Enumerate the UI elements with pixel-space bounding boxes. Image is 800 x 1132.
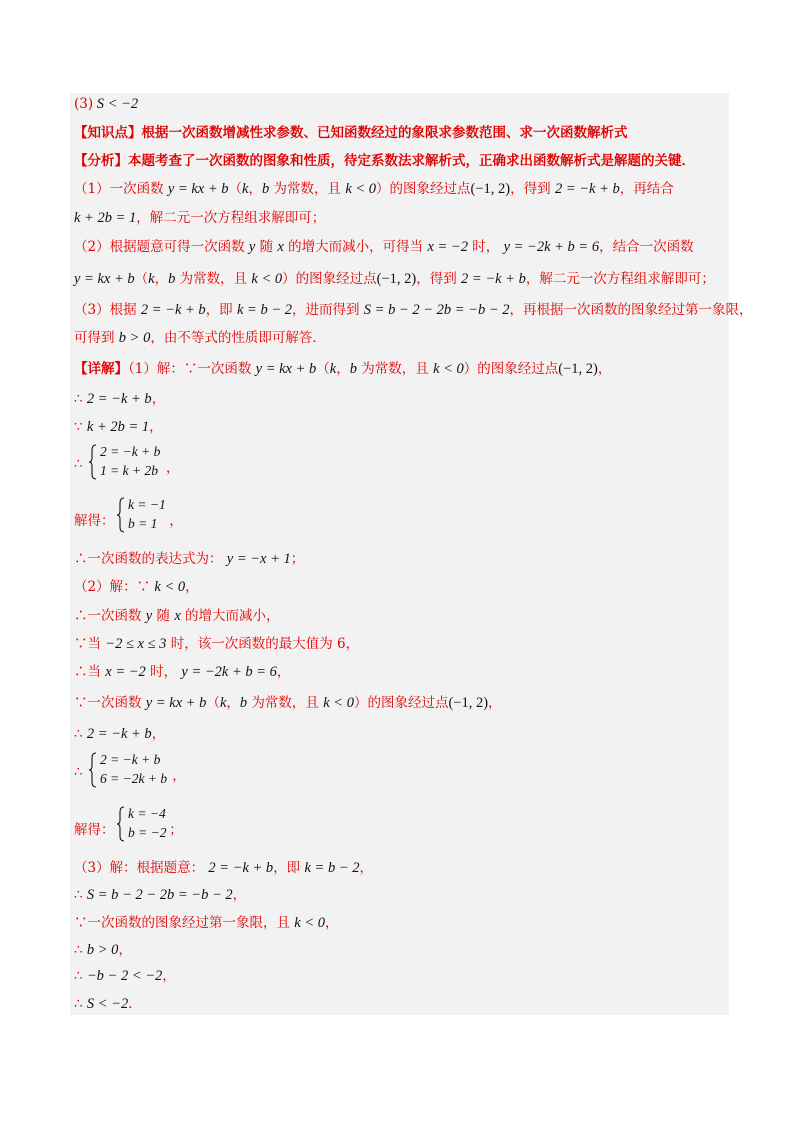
text-run: ∵一次函数的图象经过第一象限，且 bbox=[74, 915, 295, 931]
solution-line bbox=[74, 329, 326, 347]
solution-line bbox=[74, 578, 199, 596]
solution-line bbox=[74, 941, 132, 959]
text-run: ，得到 bbox=[416, 271, 462, 287]
math-expression: (−1, 2) bbox=[470, 181, 511, 197]
text-run: 可得到 bbox=[74, 330, 119, 346]
text-run: ，再结合 bbox=[619, 181, 674, 197]
math-expression: y = −2k + b = 6 bbox=[181, 664, 277, 680]
text-run: ， bbox=[232, 887, 247, 903]
math-expression: 2 = −k + b bbox=[140, 302, 206, 318]
text-run: 的增大而减小，可得当 bbox=[283, 239, 428, 255]
math-expression: (−1, 2) bbox=[448, 695, 489, 711]
text-run: ∴当 bbox=[74, 664, 106, 680]
solution-line bbox=[74, 635, 359, 653]
solution-line bbox=[74, 418, 163, 436]
math-expression: k bbox=[329, 361, 337, 377]
text-run: ，进而得到 bbox=[292, 302, 364, 318]
math-expression: 2 = −k + b bbox=[86, 726, 152, 742]
math-expression: y bbox=[248, 239, 256, 255]
text-run: ，再根据一次函数的图象经过第一象限， bbox=[509, 302, 753, 318]
solution-line bbox=[74, 663, 290, 681]
text-run: ， bbox=[162, 968, 176, 984]
math-expression: S = b − 2 − 2b = −b − 2 bbox=[86, 887, 233, 903]
text-run: ， bbox=[118, 942, 132, 958]
text-run: ，结合一次函数 bbox=[599, 239, 694, 255]
solution-line bbox=[74, 209, 325, 227]
math-expression: y = −2k + b = 6 bbox=[503, 239, 600, 255]
math-expression: x bbox=[174, 608, 181, 624]
text-run: 时，该一次函数的最大值为 6， bbox=[166, 636, 360, 652]
text-run: ）的图象经过点 bbox=[282, 271, 377, 287]
text-run: 时， bbox=[467, 239, 504, 255]
solution-line bbox=[74, 725, 165, 743]
text-run: ∴ bbox=[74, 968, 87, 984]
math-expression: b > 0 bbox=[118, 330, 151, 346]
text-run: 【分析】本题考查了一次函数的图象和性质，待定系数法求解析式，正确求出函数解析式是解题的关键． bbox=[74, 153, 695, 169]
text-run: ， bbox=[597, 361, 612, 377]
math-expression: y = −x + 1 bbox=[226, 551, 291, 567]
text-run: 为常数，且 bbox=[175, 271, 252, 287]
system-suffix: ， bbox=[166, 460, 180, 476]
system-equation: 6 = −2k + b bbox=[100, 771, 168, 786]
text-run: (3) bbox=[74, 96, 94, 112]
math-expression: k + 2b = 1 bbox=[86, 419, 150, 435]
text-run: ，解二元一次方程组求解即可； bbox=[525, 271, 715, 287]
system-prefix: 解得： bbox=[74, 822, 115, 838]
text-run: ，即 bbox=[273, 860, 305, 876]
math-expression: x = −2 bbox=[427, 239, 468, 255]
solution-line bbox=[74, 607, 280, 625]
text-run: （ bbox=[228, 181, 243, 197]
text-run: ． bbox=[128, 996, 142, 1012]
solution-line bbox=[74, 95, 138, 113]
text-run: （2）解：∵ bbox=[74, 579, 155, 595]
solution-line bbox=[74, 967, 176, 985]
math-expression: k < 0 bbox=[294, 915, 326, 931]
text-run: （ bbox=[206, 695, 220, 711]
brace-icon bbox=[88, 444, 98, 480]
math-expression: 2 = −k + b bbox=[461, 271, 526, 287]
text-run: ， bbox=[154, 271, 169, 287]
text-run: ， bbox=[488, 695, 502, 711]
text-run: 【知识点】根据一次函数增减性求参数、已知函数经过的象限求参数范围、求一次函数解析式 bbox=[74, 125, 628, 141]
math-expression: b bbox=[349, 361, 357, 377]
math-expression: (−1, 2) bbox=[558, 361, 598, 377]
text-run: ，得到 bbox=[510, 181, 555, 197]
solution-line bbox=[74, 360, 611, 378]
math-expression: b bbox=[168, 271, 176, 287]
text-run: ， bbox=[359, 860, 373, 876]
math-expression: k < 0 bbox=[433, 361, 464, 377]
text-run: 随 bbox=[255, 239, 278, 255]
text-run: ，即 bbox=[205, 302, 237, 318]
math-expression: −2 ≤ x ≤ 3 bbox=[105, 636, 167, 652]
system-suffix: ； bbox=[169, 822, 183, 838]
system-equation: k = −4 bbox=[128, 806, 166, 821]
system-suffix: ， bbox=[169, 513, 183, 529]
math-expression: b > 0 bbox=[86, 942, 119, 958]
math-expression: k < 0 bbox=[345, 181, 377, 197]
text-run: ）的图象经过点 bbox=[376, 181, 471, 197]
text-run: （3）根据 bbox=[74, 302, 141, 318]
text-run: 为常数，且 bbox=[247, 695, 324, 711]
text-run: ； bbox=[290, 551, 305, 567]
system-equation: b = −2 bbox=[128, 825, 167, 840]
solution-line bbox=[74, 550, 304, 568]
math-expression: S < −2 bbox=[93, 96, 139, 112]
system-equation: 1 = k + 2b bbox=[100, 463, 158, 478]
math-expression: −b − 2 < −2 bbox=[86, 968, 163, 984]
text-run: ，解二元一次方程组求解即可； bbox=[136, 210, 326, 226]
math-expression: k bbox=[242, 181, 249, 197]
text-run: ， bbox=[226, 695, 240, 711]
text-run: ， bbox=[248, 181, 262, 197]
text-run: （ bbox=[134, 271, 149, 287]
solution-line bbox=[74, 152, 695, 170]
text-run: ， bbox=[336, 361, 350, 377]
math-expression: (−1, 2) bbox=[376, 271, 417, 287]
text-run: 时， bbox=[145, 664, 182, 680]
math-expression: y = kx + b bbox=[145, 695, 207, 711]
math-expression: y bbox=[145, 608, 153, 624]
system-equation: 2 = −k + b bbox=[100, 752, 161, 767]
math-expression: y = kx + b bbox=[167, 181, 229, 197]
text-run: ）的图象经过点 bbox=[463, 361, 559, 377]
math-expression: 2 = −k + b bbox=[86, 391, 152, 407]
text-run: ∴ bbox=[74, 942, 87, 958]
text-run: ， bbox=[276, 664, 291, 680]
math-expression: k = b − 2 bbox=[236, 302, 292, 318]
solution-line bbox=[74, 914, 339, 932]
text-run: （ bbox=[316, 361, 330, 377]
math-expression: k < 0 bbox=[251, 271, 283, 287]
text-run: ∵当 bbox=[74, 636, 106, 652]
math-expression: S = b − 2 − 2b = −b − 2 bbox=[363, 302, 510, 318]
math-expression: x bbox=[277, 239, 284, 255]
brace-icon bbox=[88, 752, 98, 788]
solution-line bbox=[74, 180, 674, 198]
text-run: （1）一次函数 bbox=[74, 181, 168, 197]
math-expression: x = −2 bbox=[105, 664, 146, 680]
brace-icon bbox=[116, 497, 126, 533]
solution-line bbox=[74, 238, 694, 256]
text-run: （2）根据题意可得一次函数 bbox=[74, 239, 249, 255]
brace-icon bbox=[116, 806, 126, 842]
solution-line bbox=[74, 694, 502, 712]
text-run: ，由不等式的性质即可解答． bbox=[150, 330, 326, 346]
math-expression: k bbox=[148, 271, 155, 287]
text-run: ∴ bbox=[74, 391, 87, 407]
system-prefix: 解得： bbox=[74, 513, 115, 529]
system-equation: k = −1 bbox=[128, 497, 166, 512]
text-run: ∵一次函数 bbox=[74, 695, 146, 711]
math-expression: 2 = −k + b bbox=[208, 860, 274, 876]
math-expression: y = kx + b bbox=[255, 361, 317, 377]
text-run: ∴ bbox=[74, 887, 87, 903]
system-prefix: ∴ bbox=[74, 764, 83, 780]
math-expression: 2 = −k + b bbox=[554, 181, 620, 197]
math-expression: S < −2 bbox=[86, 996, 129, 1012]
solution-line bbox=[74, 301, 753, 319]
text-run: 为常数，且 bbox=[269, 181, 346, 197]
text-run: ， bbox=[325, 915, 339, 931]
text-run: ， bbox=[149, 419, 163, 435]
math-expression: y = kx + b bbox=[74, 271, 135, 287]
math-expression: k + 2b = 1 bbox=[74, 210, 137, 226]
math-expression: k = b − 2 bbox=[304, 860, 360, 876]
text-run: （1）解：∵一次函数 bbox=[128, 361, 256, 377]
system-equation: 2 = −k + b bbox=[100, 444, 161, 459]
solution-line bbox=[74, 390, 165, 408]
text-run: ∴ bbox=[74, 726, 87, 742]
math-expression: k < 0 bbox=[323, 695, 354, 711]
text-run: ∴一次函数的表达式为： bbox=[74, 551, 227, 567]
math-expression: k < 0 bbox=[154, 579, 186, 595]
text-run: 【详解】 bbox=[74, 361, 128, 377]
text-run: （3）解：根据题意： bbox=[74, 860, 209, 876]
solution-line bbox=[74, 886, 246, 904]
solution-line bbox=[74, 124, 628, 142]
text-run: ， bbox=[151, 391, 166, 407]
solution-line bbox=[74, 859, 373, 877]
text-run: 随 bbox=[152, 608, 175, 624]
math-expression: b bbox=[261, 181, 270, 197]
math-expression: k bbox=[219, 695, 227, 711]
text-run: 为常数，且 bbox=[356, 361, 434, 377]
solution-line bbox=[74, 995, 142, 1013]
text-run: 的增大而减小， bbox=[180, 608, 280, 624]
solution-line bbox=[74, 270, 715, 288]
text-run: ∵ bbox=[74, 419, 87, 435]
text-run: ， bbox=[151, 726, 166, 742]
math-expression: b bbox=[239, 695, 248, 711]
system-suffix: ， bbox=[172, 768, 186, 784]
text-run: ∴ bbox=[74, 996, 87, 1012]
text-run: ， bbox=[185, 579, 199, 595]
system-prefix: ∴ bbox=[74, 456, 83, 472]
text-run: ∴一次函数 bbox=[74, 608, 146, 624]
text-run: ）的图象经过点 bbox=[353, 695, 449, 711]
system-equation: b = 1 bbox=[128, 516, 158, 531]
